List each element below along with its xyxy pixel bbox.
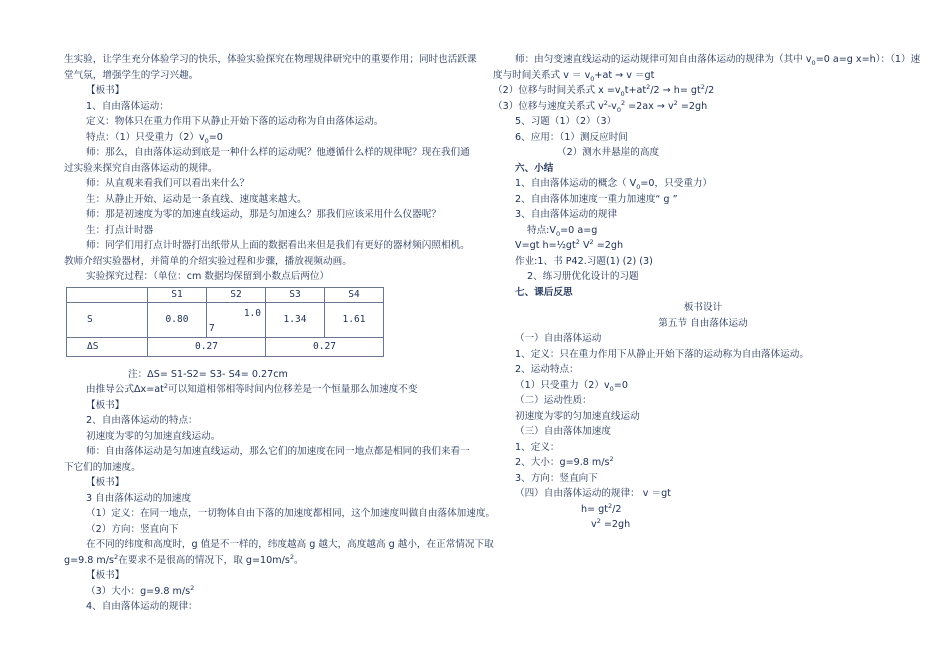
homework-line-2: 2、练习册优化设计的习题 [527,271,639,282]
note-line: 注：ΔS= S1-S2= S3- S4= 0.27cm [128,368,288,380]
teacher-line: 师：从直观来看我们可以看出来什么？ [86,178,250,189]
board-design-subtitle: 第五节 自由落体运动 [658,317,748,329]
teacher-line-cont: 下它们的加速度。 [64,461,141,473]
data-table [66,287,384,357]
summary-item: 3、自由落体运动的规律 [515,209,618,220]
table-header-cell: S1 [148,287,207,302]
summary-item: 2、自由落体加速度一重力加速度“ g ” [515,193,678,205]
board-formula: $v^2 =2gh$ [591,516,631,530]
summary-features: 特点$:V_0=0$ a=g [527,224,598,238]
table-cell: 1.61 [325,302,384,337]
summary-item: 1、自由落体运动的概念（ $V_0=0$，只受重力） [515,178,713,191]
laws-intro: 师：由匀变速直线运动的运动规律可知自由落体运动的规律为（其中 $v_0=0$ a=g x=h）：（1）速 [515,54,921,67]
table-header-cell [67,287,148,302]
inference-line: 由推导公式$\Delta x=at^2$可以知道相邻相等时间内位移差是一个恒量那么加速度不变 [86,381,418,395]
heading-laws: 4、自由落体运动的规律： [86,601,198,612]
features-line: 初速度为零的匀加速直线运动。 [86,430,221,442]
experiment-process-line: 实验探究过程：（单位：cm 数据均保留到小数点后两位） [86,271,330,282]
application-line: 6、应用：（1）测反应时间 [515,131,628,143]
table-cell: 0.27 [148,337,266,356]
acceleration-note: 在不同的纬度和高度时，g 值是不一样的，纬度越高 g 越大，高度越高 g 越小，在正常情况下取 [86,539,494,550]
heading-features: 2、自由落体运动的特点： [86,415,198,426]
student-line: 生：打点计时器 [86,224,154,236]
acceleration-direction: （2）方向：竖直向下 [86,523,179,535]
teacher-line: 师：那是初速度为零的加速直线运动，那是匀加速么？那我们应该采用什么仪器呢？ [86,209,441,220]
board-tag: 【板书】 [86,85,125,96]
table-cell: 0.80 [148,302,207,337]
board-item: 2、运动特点： [515,364,579,375]
displacement-velocity-line: （3）位移与速度关系式 $v^2-v_0^2 =2ax \to v^2 =2gh$ [493,98,708,114]
application-line-2: （2）测水井悬崖的高度 [557,147,660,158]
heading-free-fall: 1、自由落体运动： [86,100,169,112]
homework-line: 作业:1、书 P42.习题(1) (2) (3) [515,255,653,267]
table-cell: S [67,302,148,337]
board-item: （一）自由落体运动 [515,333,602,344]
board-formula: $h= gt^2/2$ [581,501,622,515]
left-column [64,52,496,615]
table-header-cell: S4 [325,287,384,302]
intro-line-1: 生实验，让学生充分体验学习的快乐，体验实验探究在物理规律研究中的重要作用；同时也活跃课 [64,54,477,65]
heading-acceleration: 3 自由落体运动的加速度 [86,492,192,504]
table-cell: 1.34 [266,302,325,337]
acceleration-size: （3）大小：g=9.8 $m/s^2$ [86,583,195,597]
teacher-line: 师：那么，自由落体运动到底是一种什么样的运动呢？他遵循什么样的规律呢？现在我们通 [86,147,470,158]
summary-heading: 六、小结 [515,162,554,174]
board-item: 1、定义： [515,441,560,453]
board-tag: 【板书】 [86,570,125,581]
board-item: （1）只受重力$(2)v_0=0$ [515,379,628,393]
summary-formulas: V=gt $h=\frac{1}{2}gt^2$ $V^2 =2gh$ [515,237,624,251]
board-item: （二）运动性质： [515,395,592,406]
board-item: 2、大小：g=9.8 $m/s^2$ [515,454,614,468]
reflection-heading: 七、课后反思 [515,286,573,298]
table-cell: ΔS [67,337,148,356]
velocity-time-line: 度与时间关系式 $v = v_0+at \to v =gt$ [493,69,655,83]
board-item: 3、方向：竖直向下 [515,472,598,484]
table-row [67,337,384,356]
table-header-cell: S3 [266,287,325,302]
teacher-intro-line: 教师介绍实验器材，并简单的介绍实验过程和步骤，播放视频动画。 [64,255,352,267]
board-tag: 【板书】 [86,399,125,411]
table-cell [207,302,266,337]
board-design-title: 板书设计 [683,302,723,313]
board-item: （三）自由落体加速度 [515,426,611,437]
table-row [67,302,384,337]
teacher-line-cont: 过实验来探究自由落体运动的规律。 [64,162,218,174]
table-cell-part: 7 [209,322,215,334]
teacher-line: 师：自由落体运动是匀加速直线运动，那么它们的加速度在同一地点都是相同的我们来看一 [86,446,470,457]
board-item: 1、定义：只在重力作用下从静止开始下落的运动称为自由落体运动。 [515,348,809,360]
table-header-row [67,287,384,302]
board-item: （四）自由落体运动的规律： v ＝gt [515,488,671,499]
feature-line: 特点：（1）只受重力$(2)v_0=0$ [86,131,223,145]
displacement-time-line: （2）位移与时间关系式 $x =v_0t+at^2/2 \to h= gt^2/2$ [493,82,715,98]
board-tag: 【板书】 [86,477,125,488]
right-column [493,52,921,533]
acceleration-definition: （1）定义：在同一地点，一切物体自由下落的加速度都相同，这个加速度叫做自由落体加速度。 [86,508,496,519]
student-line: 生：从静止开始、运动是一条直线、速度越来越大。 [86,193,307,205]
intro-line-2: 堂气氛，增强学生的学习兴趣。 [64,69,199,81]
table-cell: 0.27 [266,337,384,356]
table-header-cell: S2 [207,287,266,302]
exercise-line: 5、习题（1）（2）（3） [515,116,617,127]
teacher-line: 师：同学们用打点计时器打出纸带从上面的数据看出来但是我们有更好的器材频闪照相机。 [86,240,470,251]
acceleration-note-cont: g=9.8 $m/s^2$在要求不是很高的情况下，取 $g=10m/s^2$。 [64,552,304,566]
board-item: 初速度为零的匀加速直线运动 [515,410,640,422]
table-cell-part: 1.0 [243,307,261,319]
definition-line: 定义：物体只在重力作用下从静止开始下落的运动称为自由落体运动。 [86,116,384,127]
